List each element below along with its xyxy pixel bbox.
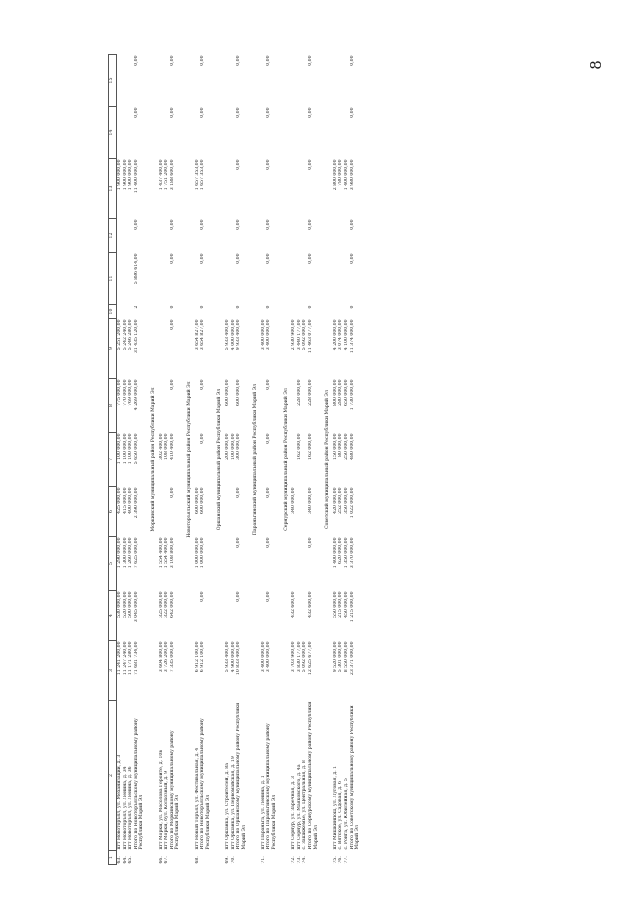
amount-cell: 100 000,00 — [230, 433, 236, 460]
region-heading: Новоторъяльский муниципальный район Республики Марий Эл — [186, 381, 192, 538]
amount-cell: 1 000 000,00 — [194, 537, 200, 569]
amount-cell: 3 370 000,00 — [349, 537, 355, 569]
column-number-8: 8 — [109, 379, 117, 433]
amount-cell: 322 000,00 — [164, 591, 170, 618]
row-number-cell: 64. — [122, 856, 128, 864]
amount-cell: 3 108 800,00 — [169, 537, 175, 569]
funding-table — [108, 54, 364, 865]
amount-cell: 500 000,00 — [128, 591, 134, 618]
row-number-cell: 66. — [158, 856, 164, 864]
region-heading: Моркинский муниципальный район Республики Марий Эл — [150, 387, 156, 532]
address-cell: Итого по Сернурскому муниципальному району Республики Марий Эл — [308, 701, 319, 850]
amount-cell: 1 751 200,00 — [164, 159, 170, 191]
amount-cell: 1 554 400,00 — [164, 537, 170, 569]
address-cell: Итого по Советскому муниципальному району Республики Марий Эл — [349, 705, 361, 850]
amount-cell: 0,00 — [266, 379, 272, 390]
amount-cell: 4 900 000,00 — [230, 641, 236, 673]
amount-cell: 0,00 — [169, 379, 175, 390]
amount-cell: 780 000,00 — [338, 159, 344, 186]
amount-cell: 0 — [169, 305, 175, 309]
amount-cell: 0,00 — [266, 107, 272, 118]
funding-table-sheet — [108, 55, 608, 865]
amount-cell: 228 000,00 — [296, 379, 302, 406]
amount-cell: 150 000,00 — [332, 433, 338, 460]
amount-cell: 0,00 — [236, 537, 242, 548]
amount-cell: 0,00 — [308, 107, 314, 118]
amount-cell: 0,00 — [200, 107, 206, 118]
amount-cell: 1 900 000,00 — [122, 159, 128, 191]
amount-cell: 450 000,00 — [344, 591, 349, 618]
row-number-cell: 72. — [291, 856, 297, 864]
region-heading: Оршанский муниципальный район Республики Марий Эл — [217, 388, 223, 531]
row-number-cell: 71. — [260, 856, 266, 864]
amount-cell: 3 604 800,00 — [158, 641, 164, 673]
amount-cell: 3 400 000,00 — [260, 319, 266, 351]
amount-cell: 0,00 — [169, 55, 175, 66]
address-cell: Итого по Моркинскому муниципальному району Республики Марий Эл — [169, 730, 181, 850]
amount-cell: 8 550 000,00 — [344, 641, 349, 673]
column-number-9: 9 — [109, 319, 117, 379]
amount-cell: 280 000,00 — [338, 379, 344, 406]
address-cell: пгт Морки, бул. Колхозный, д. 9 — [164, 770, 170, 850]
amount-cell: 1 730 000,00 — [349, 379, 355, 411]
amount-cell: 775 000,00 — [117, 379, 122, 406]
amount-cell: 3 440 177,00 — [296, 319, 302, 351]
amount-cell: 642 000,00 — [169, 591, 175, 618]
amount-cell: 300 000,00 — [236, 433, 242, 460]
amount-cell: 0,00 — [266, 433, 272, 444]
column-number-header — [109, 55, 117, 865]
amount-cell: 410 400,00 — [169, 433, 175, 460]
amount-cell: 650 000,00 — [344, 379, 349, 406]
amount-cell: 0,00 — [266, 253, 272, 264]
amount-cell: 6 912 100,00 — [194, 641, 200, 673]
column-number-5: 5 — [109, 537, 117, 591]
amount-cell: 1 350 000,00 — [344, 537, 349, 569]
amount-cell: 0,00 — [133, 219, 139, 230]
address-cell: Итого по Параньгинскому муниципальному району Республики Марий Эл — [266, 723, 278, 850]
amount-cell: 3 726 200,00 — [164, 641, 170, 673]
amount-cell: 0 — [349, 305, 355, 309]
amount-cell: 0,00 — [236, 107, 242, 118]
amount-cell: 0,00 — [169, 107, 175, 118]
address-cell: пгт Новый Торъял, ул. Фестивальная, д. 4 — [194, 747, 200, 850]
amount-cell: 0,00 — [266, 219, 272, 230]
row-number-cell: 68. — [194, 856, 200, 864]
amount-cell: 162 000,00 — [308, 433, 314, 460]
address-cell: пгт Морки, ул. Мосолова Героите, д. 10в — [158, 750, 164, 850]
address-cell: пгт Оршанка, ул. Первомайская, д. 19 — [230, 756, 236, 850]
amount-cell: 108 000,00 — [164, 433, 170, 460]
region-heading-row — [281, 55, 292, 865]
amount-cell: 1 900 000,00 — [128, 159, 134, 191]
row-number-cell: 67. — [164, 856, 170, 864]
amount-cell: 3 400 000,00 — [266, 641, 272, 673]
address-cell: пгт Новоторъял, ул. Ленина, д. 36 — [128, 766, 134, 850]
column-number-14: 14 — [109, 107, 117, 159]
column-number-15: 15 — [109, 55, 117, 107]
amount-cell: 11 400 000,00 — [133, 159, 139, 194]
row-number-cell: 69. — [224, 856, 230, 864]
amount-cell: 200 000,00 — [224, 433, 230, 460]
amount-cell: 3 980 000,00 — [349, 159, 355, 191]
region-heading-row — [250, 55, 261, 865]
amount-cell: 3 654 827,00 — [194, 319, 200, 351]
subtotal-row — [308, 55, 322, 865]
amount-cell: 215 000,00 — [338, 591, 344, 618]
region-heading-row — [214, 55, 225, 865]
amount-cell: 0,00 — [349, 219, 355, 230]
amount-cell: 432 600,00 — [291, 591, 297, 618]
amount-cell: 415 000,00 — [122, 487, 128, 514]
amount-cell: 3 703 900,00 — [291, 641, 297, 673]
amount-cell: 550 000,00 — [332, 591, 338, 618]
address-cell: с. Зашижемье, ул. Центральная, д. 8 — [302, 760, 308, 850]
amount-cell: 9 520 000,00 — [332, 641, 338, 673]
amount-cell: 0,00 — [349, 55, 355, 66]
amount-cell: 432 600,00 — [308, 591, 314, 618]
amount-cell: 2 800 000,00 — [332, 159, 338, 191]
amount-cell: 1 290 000,00 — [117, 537, 122, 569]
amount-cell: 302 400,00 — [158, 433, 164, 460]
address-cell: пгт Параньга, ул. Ленина, д. 1 — [260, 775, 266, 850]
amount-cell: 0,00 — [169, 319, 175, 330]
amount-cell: 530 000,00 — [117, 591, 122, 618]
row-number-cell: 65. — [128, 856, 134, 864]
row-number-cell: 73. — [296, 856, 302, 864]
column-number-13: 13 — [109, 159, 117, 219]
amount-cell: 325 000,00 — [158, 591, 164, 618]
column-number-2: 2 — [109, 701, 117, 851]
amount-cell: 1 100 000,00 — [122, 433, 128, 465]
row-number-cell — [134, 851, 148, 865]
amount-cell: 600 000,00 — [236, 379, 242, 406]
amount-cell: 0,00 — [236, 487, 242, 498]
subtotal-row — [266, 55, 280, 865]
region-heading: Сернурский муниципальный район Республики Марий Эл — [283, 388, 289, 531]
amount-cell: 3 400 000,00 — [266, 319, 272, 351]
address-cell: пгт Мишкинпош, ул. Луговая, д. 1 — [332, 765, 338, 850]
amount-cell: 3 400 000,00 — [260, 641, 266, 673]
amount-cell: 0,00 — [266, 487, 272, 498]
amount-cell: 0,00 — [200, 55, 206, 66]
amount-cell: 425 000,00 — [117, 487, 122, 514]
amount-cell: 5 933 400,00 — [224, 319, 230, 351]
column-number-6: 6 — [109, 487, 117, 537]
amount-cell: 2 — [133, 305, 139, 309]
amount-cell: 1 022 000,00 — [349, 487, 355, 519]
amount-cell: 0,00 — [133, 55, 139, 66]
column-number-7: 7 — [109, 433, 117, 487]
amount-cell: 0,00 — [133, 107, 139, 118]
amount-cell: 0,00 — [236, 159, 242, 170]
row-number-cell — [236, 851, 250, 865]
address-cell: Итого по Новоторъяльскому муниципальному району Республики Марий Эл — [133, 718, 145, 850]
subtotal-row — [134, 55, 148, 865]
amount-cell: 0,00 — [200, 219, 206, 230]
amount-cell: 3 830 177,00 — [296, 641, 302, 673]
subtotal-row — [170, 55, 184, 865]
amount-cell: 0,00 — [236, 219, 242, 230]
amount-cell: 0 — [200, 305, 206, 309]
address-cell: пгт Сернур, ул. Заречная, д. 3 — [291, 776, 297, 850]
amount-cell: 0 — [308, 305, 314, 309]
amount-cell: 1 437 400,00 — [158, 159, 164, 191]
amount-cell: 5 092 000,00 — [302, 319, 308, 351]
amount-cell: 71 681 734,00 — [133, 641, 139, 676]
amount-cell: 5 092 000,00 — [302, 641, 308, 673]
address-cell: пгт Оршанка, ул. Строителей, д. 8а — [224, 763, 230, 850]
amount-cell: 1 100 000,00 — [128, 433, 134, 465]
amount-cell: 420 000,00 — [332, 487, 338, 514]
amount-cell: 0,00 — [200, 379, 206, 390]
amount-cell: 600 000,00 — [194, 487, 200, 514]
amount-cell: 4 269 000,00 — [133, 379, 139, 411]
amount-cell: 4 100 000,00 — [344, 319, 349, 351]
amount-cell: 5 886 614,00 — [133, 253, 139, 285]
row-number-cell: 75. — [332, 856, 338, 864]
amount-cell: 0,00 — [349, 107, 355, 118]
row-number-cell: 76. — [338, 856, 344, 864]
amount-cell: 11 463 077,00 — [308, 319, 314, 354]
address-cell: пгт Новоторъял, ул. Ленина, д. 34 — [122, 766, 128, 850]
amount-cell: 520 000,00 — [122, 591, 128, 618]
amount-cell: 1 400 000,00 — [332, 537, 338, 569]
row-number-cell: 63. — [117, 856, 122, 864]
amount-cell: 480 000,00 — [349, 433, 355, 460]
column-number-10: 10 — [109, 305, 117, 319]
amount-cell: 800 000,00 — [332, 379, 338, 406]
column-number-12: 12 — [109, 219, 117, 253]
amount-cell: 7 335 000,00 — [169, 641, 175, 673]
amount-cell: 1 554 400,00 — [158, 537, 164, 569]
amount-cell: 80 000,00 — [338, 433, 344, 457]
page-number: 8 — [586, 60, 605, 70]
amount-cell: 1 900 000,00 — [117, 159, 122, 191]
amount-cell: 11 374 000,00 — [349, 319, 355, 354]
amount-cell: 6 912 100,00 — [200, 641, 206, 673]
amount-cell: 3 045 000,00 — [133, 591, 139, 623]
amount-cell: 5 301 000,00 — [338, 641, 344, 673]
row-number-cell: 77. — [344, 856, 349, 864]
row-number-cell: 74. — [302, 856, 308, 864]
amount-cell: 5 650 000,00 — [133, 433, 139, 465]
subtotal-row — [200, 55, 214, 865]
amount-cell: 1 300 000,00 — [122, 537, 128, 569]
amount-cell: 0,00 — [308, 159, 314, 170]
amount-cell: 0,00 — [236, 591, 242, 602]
amount-cell: 620 000,00 — [338, 537, 344, 564]
amount-cell: 2 390 000,00 — [133, 487, 139, 519]
amount-cell: 23 371 000,00 — [349, 641, 355, 676]
amount-cell: 0,00 — [308, 537, 314, 548]
subtotal-row — [350, 55, 364, 865]
amount-cell: 0,00 — [236, 55, 242, 66]
amount-cell: 31 435 120,00 — [133, 319, 139, 354]
amount-cell: 0,00 — [266, 159, 272, 170]
row-number-cell — [200, 851, 214, 865]
amount-cell: 340 000,00 — [291, 487, 297, 514]
amount-cell: 600 000,00 — [200, 487, 206, 514]
column-number-4: 4 — [109, 591, 117, 641]
region-heading: Параньгинский муниципальный район Республики Марий Эл — [253, 383, 259, 536]
table-body — [117, 55, 364, 865]
amount-cell: 0,00 — [308, 219, 314, 230]
amount-cell: 0,00 — [266, 591, 272, 602]
address-cell: с. Вятское, ул. Садовая, д. 6 — [338, 781, 344, 850]
row-number-cell — [308, 851, 322, 865]
amount-cell: 4 000 000,00 — [230, 319, 236, 351]
amount-cell: 10 833 400,00 — [236, 641, 242, 676]
amount-cell: 11 247 240,00 — [122, 641, 128, 676]
amount-cell: 350 000,00 — [344, 487, 349, 514]
amount-cell: 11 241 200,00 — [117, 641, 122, 676]
amount-cell: 769 000,00 — [128, 379, 134, 406]
amount-cell: 5 251 200,00 — [117, 319, 122, 351]
amount-cell: 600 000,00 — [224, 379, 230, 406]
amount-cell: 0 — [266, 305, 272, 309]
region-heading-row — [184, 55, 195, 865]
amount-cell: 0,00 — [236, 253, 242, 264]
amount-cell: 5 242 240,00 — [122, 319, 128, 351]
region-heading: Советский муниципальный район Республики Марий Эл — [325, 390, 331, 529]
amount-cell: 3 654 827,00 — [200, 319, 206, 351]
address-cell: пгт Сернур, ул. Маяковского, д. 4а — [296, 764, 302, 850]
amount-cell: 0,00 — [169, 219, 175, 230]
amount-cell: 0,00 — [266, 55, 272, 66]
amount-cell: 12 625 677,00 — [308, 641, 314, 676]
amount-cell: 5 933 400,00 — [224, 641, 230, 673]
amount-cell: 11 171 280,00 — [128, 641, 134, 676]
amount-cell: 1 100 000,00 — [117, 433, 122, 465]
row-number-cell: 70. — [230, 856, 236, 864]
column-number-3: 3 — [109, 641, 117, 701]
amount-cell: 0 — [236, 305, 242, 309]
amount-cell: 0,00 — [200, 433, 206, 444]
amount-cell: 1 260 000,00 — [128, 537, 134, 569]
amount-cell: 250 000,00 — [344, 433, 349, 460]
region-heading-row — [322, 55, 333, 865]
amount-cell: 1 215 000,00 — [349, 591, 355, 623]
amount-cell: 340 000,00 — [308, 487, 314, 514]
amount-cell: 1 000 000,00 — [200, 537, 206, 569]
amount-cell: 0,00 — [169, 253, 175, 264]
row-number-cell — [350, 851, 364, 865]
amount-cell: 2 930 900,00 — [291, 319, 297, 351]
amount-cell: 7 625 000,00 — [133, 537, 139, 569]
amount-cell: 3 074 000,00 — [338, 319, 344, 351]
address-cell: Итого по Оршанскому муниципальному району Республики Марий Эл — [236, 702, 247, 850]
amount-cell: 5 246 280,00 — [128, 319, 134, 351]
amount-cell: 1 657 353,00 — [200, 159, 206, 191]
address-cell: Итого по Новоторъяльскому муниципальному району Республики Марий Эл — [200, 718, 211, 850]
row-number-cell — [170, 851, 184, 865]
row-number-cell — [266, 851, 280, 865]
subtotal-row — [236, 55, 250, 865]
amount-cell: 9 933 400,00 — [236, 319, 242, 351]
column-number-11: 11 — [109, 253, 117, 305]
amount-cell: 770 000,00 — [122, 379, 128, 406]
amount-cell: 0,00 — [200, 591, 206, 602]
amount-cell: 1 400 000,00 — [344, 159, 349, 191]
amount-cell: 400 000,00 — [128, 487, 134, 514]
amount-cell: 3 188 600,00 — [169, 159, 175, 191]
address-cell: с. Ронга, ул. Юбилейная, д. 5 — [344, 778, 349, 850]
amount-cell: 0,00 — [200, 253, 206, 264]
amount-cell: 228 000,00 — [308, 379, 314, 406]
column-number-1: 1 — [109, 851, 117, 865]
amount-cell: 0,00 — [308, 253, 314, 264]
address-cell: пгт Новоторъял, ул. Механизации, д. 3 — [117, 754, 122, 850]
amount-cell: 0,00 — [308, 55, 314, 66]
amount-cell: 1 657 353,00 — [194, 159, 200, 191]
amount-cell: 4 200 000,00 — [332, 319, 338, 351]
amount-cell: 0,00 — [266, 537, 272, 548]
amount-cell: 252 000,00 — [338, 487, 344, 514]
amount-cell: 0,00 — [349, 253, 355, 264]
amount-cell: 162 000,00 — [296, 433, 302, 460]
amount-cell: 0,00 — [169, 487, 175, 498]
region-heading-row — [148, 55, 159, 865]
